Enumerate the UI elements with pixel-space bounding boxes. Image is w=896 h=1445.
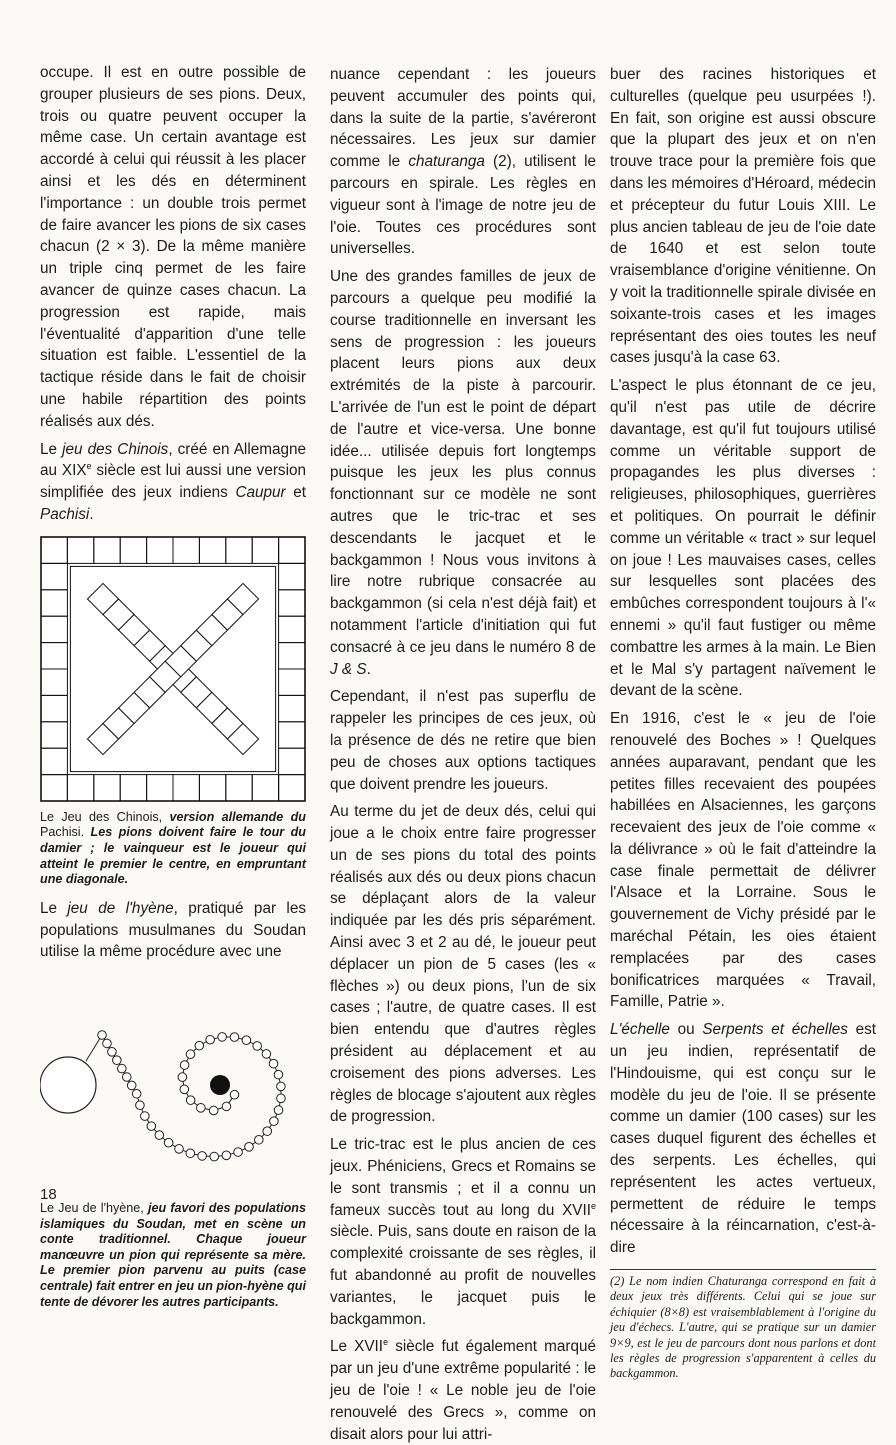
spiral-cell — [118, 1064, 127, 1073]
spiral-cell — [195, 1041, 204, 1050]
paragraph — [610, 1019, 876, 1259]
text-run: Le — [40, 440, 63, 458]
text-run: Le — [40, 899, 68, 917]
text-run: , créé en Allemagne au XIX — [40, 440, 306, 480]
paragraph — [610, 375, 876, 702]
spiral-cell — [222, 1151, 231, 1160]
spiral-cell — [141, 1112, 150, 1121]
paragraph — [330, 1134, 596, 1330]
italic-text: J & S — [330, 660, 367, 678]
spiral-cell — [136, 1101, 145, 1110]
paragraph — [610, 64, 876, 369]
spiral-cell — [186, 1050, 195, 1059]
spiral-cell — [253, 1042, 262, 1051]
start-circle — [40, 1057, 96, 1113]
text-run: buer des racines historiques et culturelles (quelque peu usurpées !). En fait, son origine est aussi obscure que la plupart des jeux et on n'en trouve trace pour la première fois que dans les mémoires d'Héroard, médecin et précepteur du futur Louis XIII. Le plus ancien tableau de jeu de l'oie date de 1640 et est selon toute vraisemblance d'origine vénitienne. On y voit la traditionnelle spirale divisée en soixante-trois cases et les images représentant des oies toutes les neuf cases jusqu'à la case 63. — [610, 66, 876, 367]
spiral-cell — [263, 1127, 272, 1136]
spiral-cell — [103, 1039, 112, 1048]
spiral-cell — [210, 1152, 219, 1161]
page-number: 18 — [40, 1186, 57, 1203]
jeu-des-chinois-board-figure — [40, 536, 306, 802]
spiral-cell — [155, 1131, 164, 1140]
spiral-cell — [197, 1104, 206, 1113]
well-center-dot — [210, 1075, 230, 1095]
text-run: nuance cependant : les joueurs peuvent accumuler des points qui, dans la suite de la partie, s'avéreront nécessaires. Les jeux sur damier comme le — [330, 66, 596, 171]
spiral-cell — [277, 1082, 286, 1091]
text-run: . — [366, 660, 371, 678]
spiral-cell — [122, 1073, 131, 1082]
spiral-cell — [175, 1145, 184, 1154]
spiral-cell — [206, 1036, 215, 1045]
italic-text: Serpents et échelles — [702, 1021, 848, 1039]
footnote — [610, 1269, 876, 1382]
spiral-cell — [186, 1096, 195, 1105]
figure-caption — [40, 810, 306, 888]
paragraph — [40, 62, 306, 433]
spiral-cell — [164, 1138, 173, 1147]
spiral-cell — [230, 1033, 239, 1042]
italic-text: chaturanga — [408, 153, 485, 171]
text-run: (2) Le nom indien Chaturanga correspond en fait à deux jeux très différents. Celui qui se joue sur échiquier (8×8) est vraisemblablement à l'origine du jeu d'échecs. L'autre, qui se pratique sur un damier 9×9, est le jeu de parcours dont nous parlons et dont les règles de progression s'apparentent à celles du backgammon. — [610, 1274, 876, 1381]
text-run: Une des grandes familles de jeux de parcours a quelque peu modifié la course traditionnelle en inversant les sens de progression : les joueurs placent leurs pions aux deux extrémités de la piste à parcourir. L'arrivée de l'un est le point de départ de l'autre et vice-versa. Une bonne idée... utilisée depuis fort longtemps puisque les jeux les plus connus fonctionnant sur ce modèle ne sont autres que le tric-trac et ses descendants le jacquet et le backgammon ! Nous vous invitons à lire notre rubrique consacrée au backgammon (si cela n'est déjà fait) et notamment l'article d'initiation qui fut consacré à ce jeu dans le numéro 8 de — [330, 268, 596, 656]
column-3 — [610, 64, 876, 1382]
text-run: Pachisi. — [40, 825, 91, 840]
spiral-cell — [274, 1106, 283, 1115]
text-run: et — [285, 484, 306, 502]
text-run: occupe. Il est en outre possible de grouper plusieurs de ses pions. Deux, trois ou quatre peuvent occuper la même case. Un certain avantage est accordé à celui qui réussit à les placer ainsi et les dés en déterminent l'importance : un double trois permet de faire avancer les pions de six cases chacun (2 × 3). De la même manière un triple cinq permet de les faire avancer de quinze cases chacun. La progression est rapide, mais l'éventualité d'apparition d'une telle situation est faible. L'essentiel de la tactique réside dans le fait de choisir une habile répartition des points réalisés aux dés. — [40, 64, 306, 430]
text-run: . — [89, 505, 94, 523]
spiral-cell — [147, 1122, 156, 1131]
text-run: siècle. Puis, sans doute en raison de la complexité croissante de ses règles, il fut abandonné au profit de nouvelles variantes, le jacquet puis le backgammon. — [330, 1223, 596, 1328]
spiral-cell — [222, 1102, 231, 1111]
spiral-cell — [269, 1059, 278, 1068]
text-run: Au terme du jet de deux dés, celui qui joue a le choix entre faire progresser un de ses pions du total des points réalisés aux dés ou deux pions chacun se déplaçant alors de la valeur indiquée par les dés pris séparément. Ainsi avec 3 et 2 au dé, le joueur peut déplacer un pion de 5 cases (les « flèches ») ou deux pions, l'un de six cases ; l'autre, de quatre cases. Il est bien entendu que d'autres règles président au déplacement et au croisement des pions adverses. Les règles de blocage s'ajoutent aux règles de progression. — [330, 803, 596, 1126]
text-run: Le Jeu de l'hyène, — [40, 1201, 148, 1216]
text-run: Le Jeu des Chinois, — [40, 809, 170, 824]
column-2 — [330, 64, 596, 1445]
spiral-cell — [132, 1090, 141, 1099]
spiral-cell — [277, 1094, 286, 1103]
text-run: , pratiqué par les populations musulmanes du Soudan utilise la même procédure avec une — [40, 899, 306, 961]
paragraph — [330, 1336, 596, 1445]
spiral-cell — [108, 1048, 117, 1057]
italic-text: L'échelle — [610, 1021, 670, 1039]
italic-text: jeu des Chinois — [62, 440, 169, 458]
spiral-cell — [198, 1152, 207, 1161]
text-run: En 1916, c'est le « jeu de l'oie renouvelé des Boches » ! Quelques années auparavant, pendant que les petites filles recevaient des poupées habillées en Alsaciennes, les garçons recevaient des jeux de l'oie comme « la délivrance » où le fait d'atteindre la case finale permettait de délivrer l'Alsace et la Lorraine. Sous le gouvernement de Vichy présidé par le maréchal Pétain, les oies étaient remplacées par des cases bonificatrices marquées « Travail, Famille, Patrie ». — [610, 710, 876, 1011]
superscript: e — [86, 461, 92, 472]
spiral-cell — [255, 1136, 264, 1145]
text-run: Le tric-trac est le plus ancien de ces jeux. Phéniciens, Grecs et Romains se le sont transmis ; et il a connu un fameux succès tout au long du XVII — [330, 1136, 596, 1219]
spiral-cell — [180, 1061, 189, 1070]
italic-text: Pachisi — [40, 505, 90, 523]
paragraph — [330, 266, 596, 680]
superscript: e — [590, 1200, 596, 1211]
superscript: e — [383, 1337, 389, 1348]
text-run: ou — [669, 1021, 703, 1039]
text-run: Les pions doivent faire le tour du damier ; le vainqueur est le joueur qui atteint le premier le centre, en empruntant une diagonale. — [40, 825, 306, 887]
spiral-cell — [242, 1036, 251, 1045]
text-run: est un jeu indien, représentatif de l'Hindouisme, qui est conçu sur le modèle du jeu de l'oie. Il se présente comme un damier (100 cases) sur les cases duquel figurent des échelles et des serpents. Les échelles, qui représentent les actes vertueux, permettent de réduire le temps nécessaire à la réincarnation, c'est-à-dire — [610, 1021, 877, 1257]
spiral-cell — [209, 1106, 218, 1115]
paragraph — [40, 439, 306, 526]
spiral-cell — [230, 1091, 239, 1100]
text-run: (2), utilisent le parcours en spirale. Les règles en vigueur sont à l'image de notre jeu de l'oie. Toutes ces procédures sont universelles. — [330, 153, 596, 258]
paragraph — [330, 801, 596, 1128]
text-run: Le XVII — [330, 1338, 384, 1356]
text-run: version allemande du — [169, 809, 306, 824]
spiral-cell — [218, 1033, 227, 1042]
paragraph — [610, 708, 876, 1013]
spiral-cell — [245, 1143, 254, 1152]
paragraph — [330, 64, 596, 260]
figure-caption — [40, 1201, 306, 1310]
text-run: siècle fut également marqué par un jeu d'une extrême popularité : le jeu de l'oie ! « Le noble jeu de l'oie renouvelé des Grecs », comme on disait alors pour lui attri- — [330, 1338, 597, 1443]
spiral-cell — [127, 1081, 136, 1090]
spiral-cell — [98, 1031, 107, 1040]
spiral-cell — [178, 1073, 187, 1082]
text-run: jeu favori des populations islamiques du Soudan, met en scène un conte traditionnel. Chaque joueur manœuvre un pion qui représente sa mère. Le premier pion parvenu au puits (case centrale) fait entrer en jeu un pion-hyène qui tente de dévorer les autres participants. — [40, 1201, 306, 1309]
text-run: siècle est lui aussi une version simplifiée des jeux indiens — [40, 462, 306, 502]
spiral-cell — [234, 1148, 243, 1157]
text-run: L'aspect le plus étonnant de ce jeu, qu'il n'est pas utile de décrire davantage, est qu'il fut toujours utilisé comme un véritable support de propagandes les plus diverses : religieuses, philosophiques, guerrières et politiques. On pourrait le définir comme un véritable « tract » sur lequel on joue ! Les mauvaises cases, celles sur lesquelles sont placées des embûches correspondent toujours à l'« ennemi » qu'il faut fustiger ou même combattre les armes à la main. Le Bien et le Mal s'y partagent naïvement le devant de la scène. — [610, 377, 876, 700]
italic-text: Caupur — [235, 484, 286, 502]
spiral-cell — [113, 1056, 122, 1065]
text-run: Cependant, il n'est pas superflu de rappeler les principes de ces jeux, où la présence de dés ne retire que bien peu de choses aux options tactiques que doivent prendre les joueurs. — [330, 688, 596, 793]
paragraph — [40, 898, 306, 963]
spiral-cell — [270, 1117, 279, 1126]
column-1 — [40, 62, 306, 1320]
spiral-cell — [262, 1050, 271, 1059]
italic-text: jeu de l'hyène — [67, 899, 174, 917]
spiral-cell — [180, 1085, 189, 1094]
paragraph — [330, 686, 596, 795]
spiral-cell — [186, 1149, 195, 1158]
jeu-de-l-hyene-spiral-figure — [40, 973, 306, 1193]
spiral-cell — [274, 1070, 283, 1079]
